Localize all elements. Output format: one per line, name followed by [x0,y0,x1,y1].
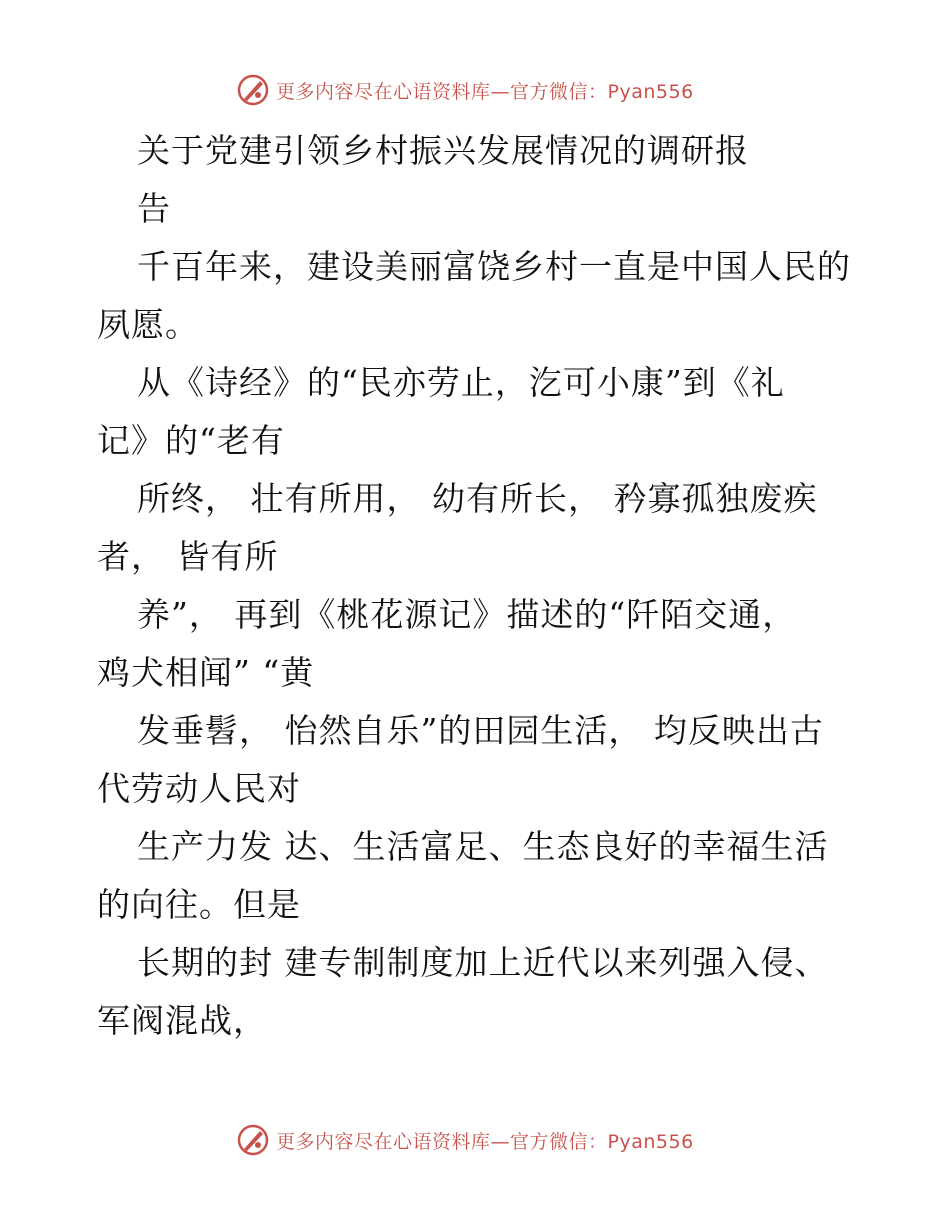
text-line: 军阀混战， [97,1001,267,1040]
text-line: 长期的封 建专制制度加上近代以来列强入侵、 [137,943,829,982]
footer-banner-text: 更多内容尽在心语资料库—官方微信：Pyan556 [276,1130,694,1153]
footer-banner [236,1120,736,1160]
document-body [97,122,857,1050]
quill-seal-icon [236,1123,270,1157]
text-line: 的向往。但是 [97,885,301,924]
text-line: 所终， 壮有所用， 幼有所长， 矜寡孤独废疾 [137,479,818,518]
text-line: 夙愿。 [97,305,199,344]
text-line: 生产力发 达、生活富足、生态良好的幸福生活 [137,827,829,866]
header-banner [236,70,736,110]
text-line: 告 [137,189,171,228]
header-banner-text: 更多内容尽在心语资料库—官方微信：Pyan556 [276,80,694,103]
text-line: 鸡犬相闻” “黄 [97,653,315,692]
text-line: 千百年来，建设美丽富饶乡村一直是中国人民的 [137,247,851,286]
text-line: 关于党建引领乡村振兴发展情况的调研报 [137,131,749,170]
quill-seal-icon [236,73,270,107]
text-line: 记》的“老有 [97,421,285,460]
text-line: 代劳动人民对 [97,769,301,808]
text-line: 从《诗经》的“民亦劳止，汔可小康”到《礼 [137,363,785,402]
text-line: 者， 皆有所 [97,537,279,576]
text-line: 养”， 再到《桃花源记》描述的“阡陌交通， [137,595,797,634]
text-line: 发垂髫， 怡然自乐”的田园生活， 均反映出古 [137,711,824,750]
